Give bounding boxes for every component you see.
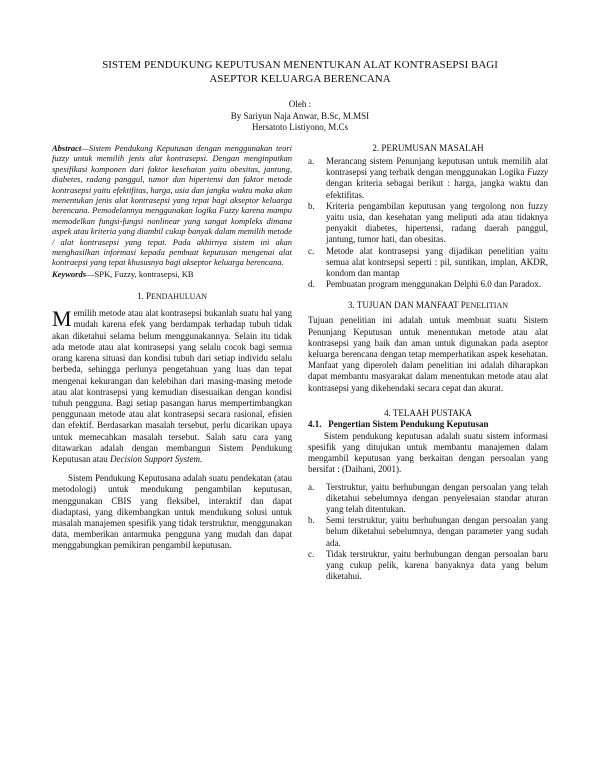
- author-line-2: Hersatoto Listiyono, M.Cs: [252, 122, 348, 132]
- section-3-paragraph: Tujuan penelitian ini adalah untuk membuat suatu Sistem Penunjang Keputusan untuk menentukan metode atau alat kontrasepsi yang baik dan aman untuk digunakan pada aseptor keluarga berencana dengan tetap memperhatikan aspek kesehatan. Manfaat yang diperoleh dalam penelitian ini adalah diharapkan dapat membantu masyarakat dalam menentukan metode atau alat kontrasepsi yang dikehendaki secara cepat dan akurat.: [308, 315, 548, 393]
- section-1-paragraph-1: Memilih metode atau alat kontrasepsi bukanlah suatu hal yang mudah karena efek yang berdampak terhadap tubuh tidak akan diketahui selama belum menggunakannya. Selain itu tidak ada metode atau alat kontrasepsi yang selalu cocok bagi semua orang karena situasi dan kondisi tubuh dari setiap individu selalu berbeda, sehingga perlunya pengetahuan yang luas dan tepat mengenai kekurangan dan kelebihan dari masing-masing metode atau alat kontrasepsi yang kemudian disesuaikan dengan kondisi tubuh pengguna. Bagi setiap pasangan harus mempertimbangkan penggunaan metode atau alat kontrasepsi secara rasional, efisien dan efektif. Berdasarkan masalah tersebut, perlu dicarikan upaya untuk memecahkan masalah tersebut. Salah satu cara yang ditawarkan adalah dengan membangun Sistem Pendukung Keputusan atau Decision Support System.: [52, 306, 292, 464]
- subsection-4-1-heading: 4.1. Pengertian Sistem Pendukung Keputusan: [308, 418, 489, 429]
- left-column: [52, 143, 292, 552]
- author-block: [60, 99, 540, 134]
- section-2-heading: 2. PERUMUSAN MASALAH: [372, 143, 484, 153]
- title-line-2: ASEPTOR KELUARGA BERENCANA: [209, 73, 391, 85]
- list-item: d. Pembuatan program menggunakan Delphi 6.0 dan Paradox.: [308, 279, 541, 290]
- list-item: c. Metode alat kontrasepsi yang dijadikan penelitian yaitu semua alat kontrsepsi seperti : pil, suntikan, implan, AKDR, kondom dan mantap: [308, 245, 548, 279]
- section-1-heading: 1. PENDAHULUAN: [136, 291, 207, 302]
- section-2-list: [308, 156, 548, 290]
- list-item: a. Merancang sistem Penunjang keputusan untuk memilih alat kontrasepsi yang terbaik dengan menggunakan Logika Fuzzy dengan kriteria sebagai berikut : harga, jangka waktu dan efektifitas.: [308, 156, 548, 200]
- section-4-heading: 4. TELAAH PUSTAKA: [384, 407, 472, 418]
- oleh-label: Oleh :: [288, 99, 312, 109]
- list-item: a. Terstruktur, yaitu berhubungan dengan persoalan yang telah diketahui sebelumnya dengan penyelesaian standar aturan yang telah ditentukan.: [308, 481, 548, 515]
- paper-title: [60, 58, 540, 86]
- abstract: [52, 143, 292, 268]
- abstract-label: Abstract: [52, 143, 82, 153]
- abstract-text: —Sistem Pendukung Keputusan dengan menggunakan teori fuzzy untuk memilih jenis alat kontrasepsi. Dengan menginputkan spesifikasi komponen dari faktor kesehatan yaitu obesitas, jantung, diabetes, radang panggul, tumor dan hipertensi dan faktor metode kontrasepsi yaitu efektifitas, harga, usia dan jangka waktu maka akan menentukan jenis alat kontrasepsi yang tepat bagi akseptor keluarga berencana. Pemodelannya menggunakan logika Fuzzy karena mampu memodelkan fungsi-fungsi nonlinear yang sangat kompleks dimana aspek atau kriteria yang diambil cukup banyak dalam memilih metode / alat kontrasepsi yang tepat. Pada akhirnya sistem ini akan menghasilkan informasi kepada pembuat keputusan mengenai alat kontraepsi yang tepat khususnya bagi akseptor keluarga berencana.: [52, 143, 292, 268]
- dropcap: M: [52, 306, 72, 332]
- section-4-paragraph: Sistem pendukung keputusan adalah suatu sistem informasi spesifik yang ditujukan untuk membantu manajemen dalam mengambil keputusan yang berkaitan dengan persoalan yang bersifat : (Daihani, 2001).: [308, 430, 548, 475]
- right-column: [308, 143, 548, 583]
- title-line-1: SISTEM PENDUKUNG KEPUTUSAN MENENTUKAN ALAT KONTRASEPSI BAGI: [102, 59, 498, 71]
- section-4-list: [308, 482, 548, 583]
- section-1-paragraph-2: Sistem Pendukung Keputusana adalah suatu pendekatan (atau metodologi) untuk mendukung pengambilan keputusan, menggunakan CBIS yang fleksibel, interaktif dan dapat diadaptasi, yang dikembangkan untuk mendukung solusi untuk masalah manajemen spesifik yang tidak terstruktur, menggunakan data, memberikan antarmuka pengguna yang mudah dan dapat menggabungkan pemikiran pengambil keputusan.: [52, 473, 292, 551]
- keywords-text: —SPK, Fuzzy, kontrasepsi, KB: [86, 268, 194, 279]
- keywords-label: Keywords: [52, 268, 86, 279]
- list-item: c. Tidak terstruktur, yaitu berhubungan dengan persoalan baru yang cukup pelik, karena banyaknya data yang belum diketahui.: [308, 548, 548, 582]
- author-line-1: By Sariyun Naja Anwar, B.Sc, M.MSI: [230, 110, 370, 121]
- list-item: b. Kriteria pengambilan keputusan yang tergolong non fuzzy yaitu usia, dan kesehatan yang meliputi ada atau tidaknya penyakit diabetes, hipertensi, radang daerah panggul, jantung, tumor hati, dan obesitas.: [308, 200, 548, 245]
- section-3-heading: 3. TUJUAN DAN MANFAAT PENELITIAN: [348, 300, 508, 311]
- list-item: b. Semi terstruktur, yaitu berhubungan dengan persoalan yang belum diketahui sebelumnya, dengan parameter yang sudah ada.: [308, 515, 548, 548]
- keywords: [52, 269, 292, 279]
